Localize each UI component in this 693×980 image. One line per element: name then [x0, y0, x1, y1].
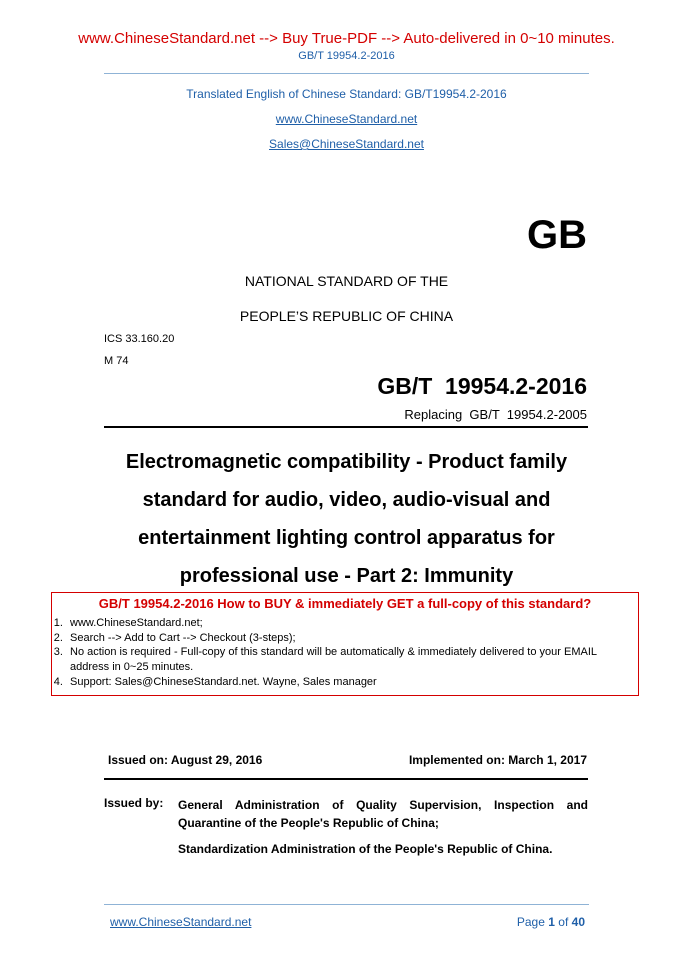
buy-step: 4. Support: Sales@ChineseStandard.net. Wayne, Sales manager	[66, 675, 634, 690]
ccs-code: M 74	[104, 355, 129, 367]
issuing-organization-2: Standardization Administration of the People's Republic of China.	[178, 842, 553, 856]
buy-step: 3. No action is required - Full-copy of this standard will be automatically & immediately delivered to your EMAIL address in 0~25 minutes.	[66, 645, 634, 674]
standard-number-divider	[104, 426, 588, 428]
issuing-organization-1: General Administration of Quality Supervision, Inspection and Quarantine of the People's Republic of China;	[178, 798, 588, 830]
footer-website-link[interactable]: www.ChineseStandard.net	[110, 915, 252, 929]
page-of: of	[558, 915, 569, 929]
national-standard-line2: PEOPLE’S REPUBLIC OF CHINA	[239, 308, 454, 324]
buy-step[interactable]: 1. www.ChineseStandard.net;	[66, 616, 634, 631]
ics-code: ICS 33.160.20	[104, 333, 175, 345]
header-standard-code: GB/T 19954.2-2016	[298, 50, 395, 62]
buy-instructions-box	[51, 592, 639, 696]
page-number: 1	[548, 915, 555, 929]
implemented-on-date: Implemented on: March 1, 2017	[408, 753, 587, 767]
sales-email-link[interactable]: Sales@ChineseStandard.net	[269, 137, 424, 151]
page-prefix: Page	[516, 915, 545, 929]
buy-heading: GB/T 19954.2-2016 How to BUY & immediately GET a full-copy of this standard?	[98, 596, 592, 611]
buy-step: 2. Search --> Add to Cart --> Checkout (3-steps);	[66, 631, 634, 646]
national-standard-line1: NATIONAL STANDARD OF THE	[244, 273, 449, 289]
website-link[interactable]: www.ChineseStandard.net	[275, 112, 418, 126]
issued-by-label: Issued by:	[104, 796, 164, 810]
gb-mark: GB	[527, 213, 587, 257]
standard-number: GB/T 19954.2-2016	[377, 373, 587, 399]
header-divider	[104, 73, 589, 74]
page-total: 40	[571, 915, 585, 929]
document-title: Electromagnetic compatibility - Product family standard for audio, video, audio-visual and entertainment lighting control apparatus for professional use - Part 2: Immunity	[125, 451, 568, 587]
dates-divider	[104, 778, 588, 780]
page-indicator	[517, 915, 585, 929]
top-banner[interactable]: www.ChineseStandard.net --> Buy True-PDF --> Auto-delivered in 0~10 minutes.	[78, 30, 615, 47]
footer-divider	[104, 904, 589, 905]
translated-notice: Translated English of Chinese Standard: GB/T19954.2-2016	[186, 87, 507, 101]
buy-steps-list	[52, 616, 634, 690]
replacing-note: Replacing GB/T 19954.2-2005	[404, 407, 587, 422]
issued-on-date: Issued on: August 29, 2016	[108, 753, 263, 767]
